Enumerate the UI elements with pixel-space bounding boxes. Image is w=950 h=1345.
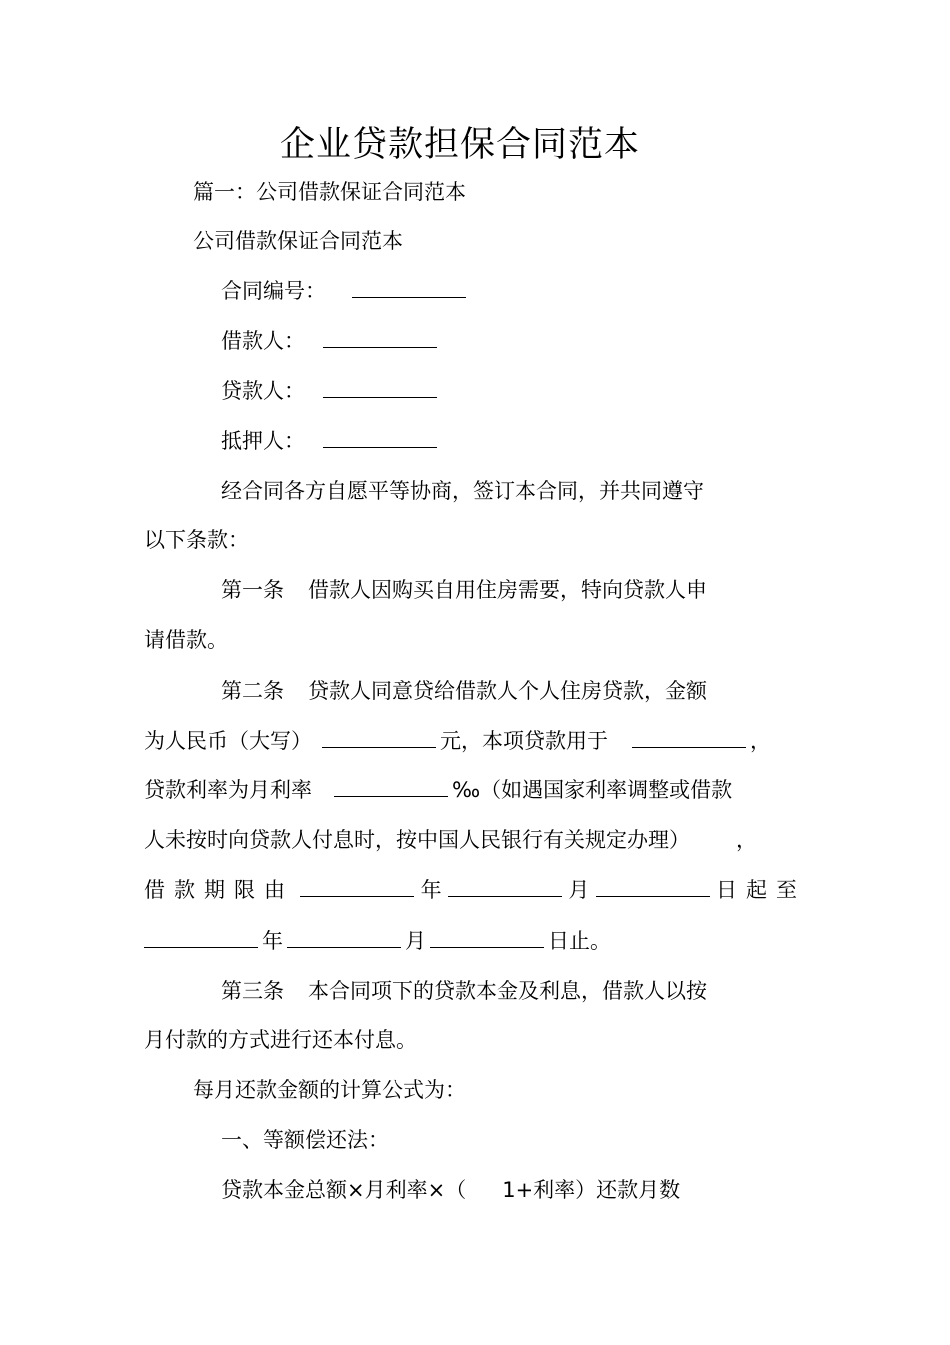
term-end-day-label: 日止。 — [548, 929, 611, 953]
borrower-row — [221, 326, 441, 356]
term-end-month-label: 月 — [405, 929, 426, 953]
loan-term-label: 借款期限由 — [144, 878, 294, 902]
contract-number-label: 合同编号： — [221, 279, 326, 303]
article-3-line-2: 月付款的方式进行还本付息。 — [144, 1028, 417, 1052]
article-1-line-2: 请借款。 — [144, 628, 228, 652]
method-1-heading: 一、等额偿还法： — [221, 1128, 389, 1152]
comma-1: ， — [750, 729, 771, 753]
section-heading: 篇一：公司借款保证合同范本 — [193, 180, 466, 204]
loan-purpose-blank — [632, 727, 746, 748]
intro-line-2: 以下条款： — [144, 528, 249, 552]
contract-number-blank — [352, 277, 466, 298]
article-2-line-4 — [144, 825, 757, 855]
comma-2: ， — [736, 828, 757, 852]
formula-intro: 每月还款金额的计算公式为： — [193, 1078, 466, 1102]
term-end-day-blank — [430, 927, 544, 948]
article-3-text: 本合同项下的贷款本金及利息，借款人以按 — [308, 979, 707, 1003]
term-start-year-blank — [300, 876, 414, 897]
term-start-year-label: 年 — [420, 878, 442, 902]
term-start-month-blank — [448, 876, 562, 897]
contract-number-row — [221, 276, 470, 306]
amount-label: 为人民币（大写） — [144, 729, 312, 753]
lender-label: 贷款人： — [221, 379, 305, 403]
term-end-month-blank — [287, 927, 401, 948]
term-end-year-blank — [144, 927, 258, 948]
article-1-text: 借款人因购买自用住房需要，特向贷款人申 — [308, 578, 707, 602]
term-start-day-blank — [596, 876, 710, 897]
lender-row — [221, 376, 441, 406]
term-end-year-label: 年 — [262, 929, 283, 953]
borrower-label: 借款人： — [221, 329, 305, 353]
lender-blank — [323, 377, 437, 398]
article-2-line-1 — [221, 676, 707, 706]
loan-purpose-label: 元，本项贷款用于 — [440, 729, 608, 753]
article-3-heading: 第三条 — [221, 979, 284, 1003]
formula-line — [221, 1175, 680, 1205]
mortgagor-blank — [323, 427, 437, 448]
article-2-line-6 — [140, 926, 611, 956]
subtitle: 公司借款保证合同范本 — [193, 229, 403, 253]
article-2-line-5 — [144, 875, 806, 905]
interest-rate-label: 贷款利率为月利率 — [144, 778, 312, 802]
article-2-line-2 — [144, 726, 771, 756]
term-start-month-label: 月 — [568, 878, 590, 902]
article-2-line-3 — [144, 775, 732, 805]
interest-rate-blank — [334, 776, 448, 797]
article-1-heading: 第一条 — [221, 578, 284, 602]
formula-part-1: 贷款本金总额×月利率×（ — [221, 1178, 467, 1202]
borrower-blank — [323, 327, 437, 348]
mortgagor-label: 抵押人： — [221, 429, 305, 453]
intro-line-1: 经合同各方自愿平等协商，签订本合同，并共同遵守 — [221, 479, 704, 503]
article-2-text: 贷款人同意贷给借款人个人住房贷款，金额 — [308, 679, 707, 703]
document-title: 企业贷款担保合同范本 — [279, 125, 640, 165]
amount-blank — [322, 727, 436, 748]
term-start-day-label: 日起至 — [715, 878, 806, 902]
mortgagor-row — [221, 426, 441, 456]
article-1-line-1 — [221, 575, 707, 605]
formula-part-2: 1+利率）还款月数 — [502, 1178, 681, 1202]
interest-rate-note: ‰（如遇国家利率调整或借款 — [452, 778, 733, 802]
article-3-line-1 — [221, 976, 707, 1006]
interest-rule-text: 人未按时向贷款人付息时，按中国人民银行有关规定办理） — [144, 828, 690, 852]
article-2-heading: 第二条 — [221, 679, 284, 703]
